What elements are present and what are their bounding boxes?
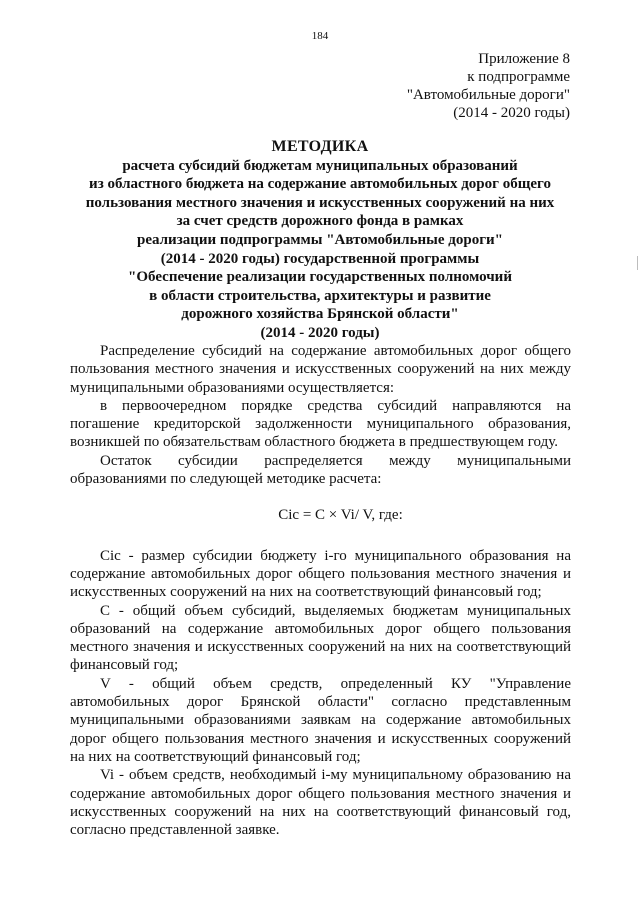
title-line-1: расчета субсидий бюджетам муниципальных образований (122, 157, 518, 174)
definition-v: V - общий объем средств, определенный КУ "Управление автомобильных дорог Брянской области" согласно представленным муниципальными образованиями заявкам на содержание автомобильных дорог общего пользования местного значения и искусственных сооружений на них на соответствующий финансовый год; (70, 675, 571, 765)
paragraph-distribution: Распределение субсидий на содержание автомобильных дорог общего пользования местного значения и искусственных сооружений на них между муниципальными образованиями осуществляется: (70, 343, 571, 396)
title-line-10: (2014 - 2020 годы) (260, 324, 380, 341)
title-heading: МЕТОДИКА (271, 138, 369, 155)
paragraph-priority: в первоочередном порядке средства субсидий направляются на погашение кредиторской задолженности муниципального образования, возникшей по обязательствам областного бюджета в предшествующем году. (70, 397, 571, 451)
document-title (70, 138, 570, 343)
appendix-line-3: "Автомобильные дороги" (406, 87, 570, 103)
appendix-header (407, 50, 570, 122)
page-number: 184 (311, 30, 329, 42)
document-body (70, 342, 571, 839)
appendix-line-2: к подпрограмме (467, 69, 570, 85)
scan-edge-mark (637, 256, 638, 270)
title-line-7: "Обеспечение реализации государственных полномочий (128, 269, 512, 286)
definition-vi: Vi - объем средств, необходимый i-му муниципальному образованию на содержание автомобильных дорог общего пользования местного значения и искусственных сооружений на них на соответствующий финансовый год, согласно представленной заявке. (70, 767, 571, 839)
paragraph-remainder: Остаток субсидии распределяется между муниципальными образованиями по следующей методике расчета: (70, 452, 571, 488)
title-line-3: пользования местного значения и искусственных сооружений на них (85, 194, 555, 211)
definition-c: С - общий объем субсидий, выделяемых бюджетам муниципальных образований на содержание автомобильных дорог общего пользования местного значения и искусственных сооружений на них на соответствующий финансовый год; (70, 602, 571, 674)
appendix-line-1: Приложение 8 (478, 51, 570, 67)
definition-cic: Ciс - размер субсидии бюджету i-го муниципального образования на содержание автомобильных дорог общего пользования местного значения и искусственных сооружений на них на соответствующий финансовый год; (70, 547, 571, 601)
title-line-4: за счет средств дорожного фонда в рамках (176, 213, 464, 230)
formula: Ciс = C × Vi/ V, где: (278, 507, 403, 524)
title-line-2: из областного бюджета на содержание автомобильных дорог общего (89, 176, 551, 193)
title-line-5: реализации подпрограммы "Автомобильные дороги" (137, 231, 503, 248)
title-line-9: дорожного хозяйства Брянской области" (181, 306, 459, 323)
title-line-6: (2014 - 2020 годы) государственной программы (160, 250, 480, 267)
appendix-line-4: (2014 - 2020 годы) (453, 105, 570, 121)
title-line-8: в области строительства, архитектуры и развитие (149, 287, 491, 304)
